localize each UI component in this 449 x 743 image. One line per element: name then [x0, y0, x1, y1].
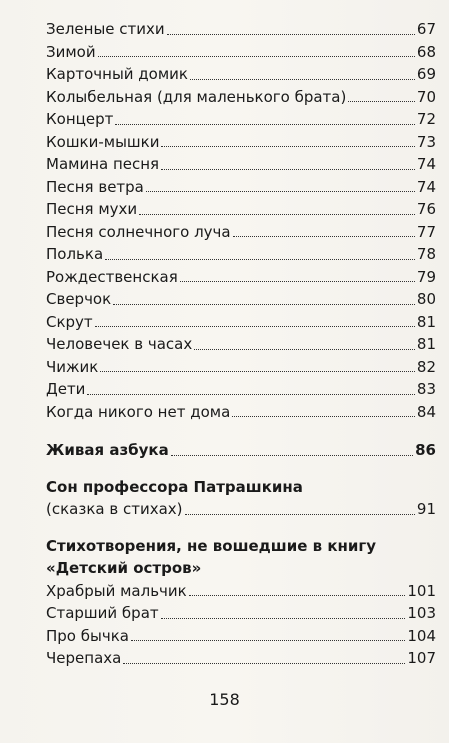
toc-entry-page: 73 — [416, 132, 436, 151]
toc-entry — [46, 647, 436, 670]
toc-entry-dream — [46, 498, 436, 521]
toc-entry-title: Старший брат — [46, 604, 159, 622]
toc-entry — [46, 18, 436, 41]
toc-entry-page: 81 — [416, 335, 436, 353]
toc-entry-page: 82 — [416, 357, 436, 376]
spacer — [46, 423, 436, 439]
toc-entry-title: (сказка в стихах) — [46, 500, 183, 518]
toc-entry — [46, 378, 436, 401]
toc-entry-title: Карточный домик — [46, 65, 188, 83]
toc-entry-live-alphabet — [46, 439, 436, 462]
toc-entry — [46, 41, 436, 64]
dot-leader — [161, 618, 406, 619]
toc-entry-page: 70 — [416, 87, 436, 106]
toc-entry — [46, 86, 436, 109]
toc-entry — [46, 580, 436, 603]
toc-entry — [46, 131, 436, 154]
toc-entry-title: Зеленые стихи — [46, 20, 165, 38]
toc-entry-page: 84 — [416, 402, 436, 421]
toc-entry — [46, 176, 436, 199]
toc-entry-title: Рождественская — [46, 267, 178, 286]
toc-entry-page: 80 — [416, 290, 436, 308]
spacer — [46, 521, 436, 535]
dot-leader — [171, 455, 413, 456]
toc-entry — [46, 333, 436, 356]
toc-entry — [46, 356, 436, 379]
dot-leader — [233, 236, 415, 237]
dot-leader — [194, 349, 415, 350]
toc-entry-page: 101 — [407, 581, 436, 600]
toc-entry-title: Зимой — [46, 42, 96, 61]
page-number: 158 — [209, 690, 240, 709]
dot-leader — [190, 79, 415, 80]
dot-leader — [161, 146, 414, 147]
dot-leader — [139, 214, 415, 215]
toc-entry-title: Песня ветра — [46, 177, 144, 196]
dot-leader — [87, 394, 414, 395]
toc-list-uncollected — [46, 580, 436, 670]
toc-entry — [46, 221, 436, 244]
dot-leader — [100, 371, 415, 372]
toc-entry — [46, 602, 436, 625]
toc-entry — [46, 153, 436, 176]
toc-section-uncollected-title-line2: «Детский остров» — [46, 559, 202, 577]
toc-entry-page: 78 — [416, 245, 436, 263]
dot-leader — [146, 191, 415, 192]
dot-leader — [98, 56, 415, 57]
toc-entry-page: 104 — [407, 626, 436, 645]
toc-entry-page: 76 — [416, 200, 436, 218]
dot-leader — [167, 34, 415, 35]
toc-entry-page: 67 — [416, 20, 436, 38]
toc-entry-title: Мамина песня — [46, 155, 160, 173]
toc-entry-title: Сверчок — [46, 290, 112, 308]
toc-entry-title: Про бычка — [46, 626, 129, 645]
toc-entry-page: 83 — [416, 380, 436, 398]
dot-leader — [115, 124, 415, 125]
toc-entry-page: 69 — [416, 65, 436, 83]
toc-entry-page: 91 — [416, 500, 436, 518]
toc-entry-title: Полька — [46, 245, 104, 263]
dot-leader — [189, 595, 406, 596]
toc-entry — [46, 243, 436, 266]
toc-entry — [46, 311, 436, 334]
toc-entry-title: Концерт — [46, 110, 114, 128]
toc-entry-page: 72 — [416, 110, 436, 128]
toc-entry — [46, 63, 436, 86]
table-of-contents — [46, 18, 436, 670]
dot-leader — [232, 416, 415, 417]
toc-entry-title: Черепаха — [46, 649, 122, 667]
dot-leader — [95, 326, 415, 327]
toc-entry-page: 103 — [407, 604, 436, 622]
toc-section-dream-title: Сон профессора Патрашкина — [46, 477, 303, 496]
toc-entry-page: 79 — [416, 267, 436, 286]
toc-entry-page: 86 — [415, 441, 436, 459]
toc-entry-title: Дети — [46, 380, 86, 398]
dot-leader — [131, 640, 405, 641]
dot-leader — [348, 101, 415, 102]
dot-leader — [105, 259, 415, 260]
toc-entry-title: Храбрый мальчик — [46, 581, 187, 600]
dot-leader — [185, 514, 415, 515]
toc-entry-title: Живая азбука — [46, 441, 169, 459]
toc-entry-title: Скрут — [46, 312, 93, 331]
dot-leader — [123, 663, 405, 664]
toc-entry-title: Песня солнечного луча — [46, 222, 231, 241]
dot-leader — [113, 304, 415, 305]
dot-leader — [180, 281, 415, 282]
toc-section-uncollected-title-line1: Стихотворения, не вошедшие в книгу — [46, 536, 377, 555]
toc-entry-title: Кошки-мышки — [46, 132, 160, 151]
toc-entry — [46, 401, 436, 424]
toc-entry-page: 77 — [416, 222, 436, 241]
toc-entry — [46, 266, 436, 289]
toc-entry-title: Колыбельная (для маленького брата) — [46, 87, 347, 106]
toc-entry — [46, 625, 436, 648]
toc-entry-page: 74 — [416, 155, 436, 173]
toc-entry-title: Когда никого нет дома — [46, 402, 231, 421]
toc-entry-page: 81 — [416, 312, 436, 331]
toc-entry — [46, 108, 436, 131]
spacer — [46, 462, 436, 476]
toc-entry-title: Песня мухи — [46, 200, 138, 218]
toc-entry-title: Человечек в часах — [46, 335, 193, 353]
dot-leader — [161, 169, 415, 170]
toc-entry — [46, 288, 436, 311]
toc-list-main — [46, 18, 436, 423]
toc-entry — [46, 198, 436, 221]
toc-entry-page: 107 — [407, 649, 436, 667]
toc-entry-page: 74 — [416, 177, 436, 196]
toc-entry-title: Чижик — [46, 357, 99, 376]
toc-entry-page: 68 — [416, 42, 436, 61]
